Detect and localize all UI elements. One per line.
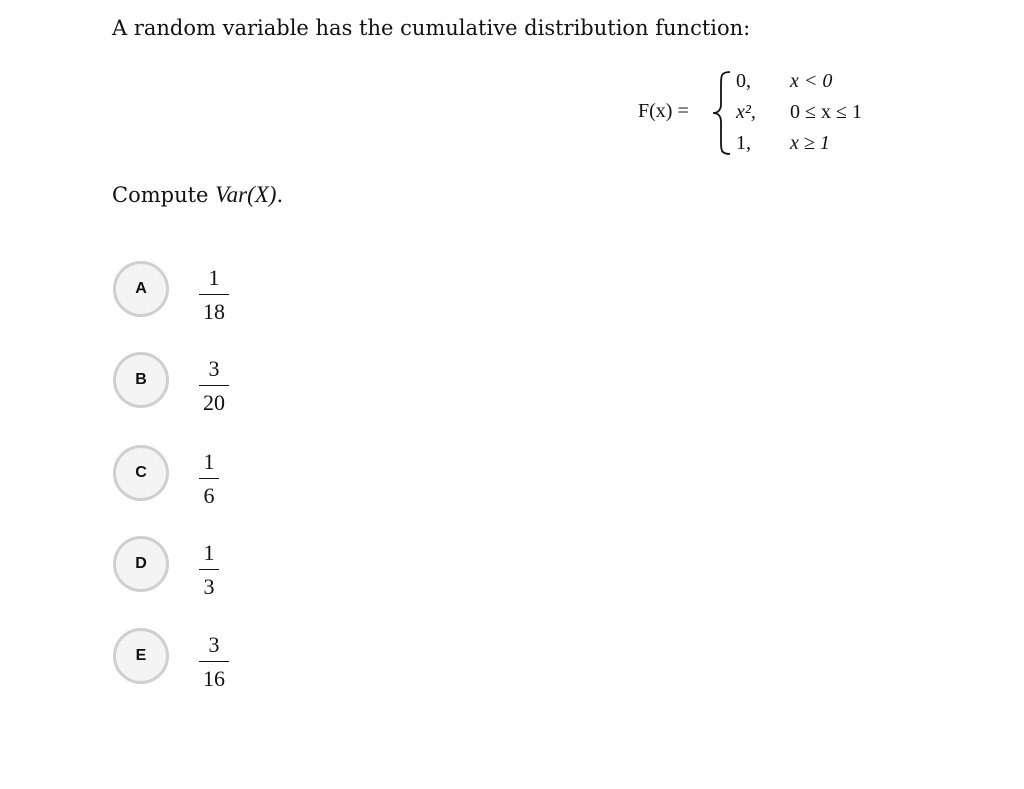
case-condition: x < 0	[790, 70, 833, 92]
formula-lhs: F(x) =	[638, 100, 689, 122]
option-fraction	[199, 358, 229, 414]
option-fraction	[199, 542, 219, 598]
option-letter-badge[interactable]: B	[113, 352, 169, 408]
fraction-numerator: 1	[203, 540, 215, 565]
option-fraction	[199, 451, 219, 507]
option-letter-badge[interactable]: E	[113, 628, 169, 684]
option-letter-badge[interactable]: C	[113, 445, 169, 501]
fraction-numerator: 3	[208, 632, 220, 657]
case-value: 1,	[736, 132, 751, 154]
case-condition: x ≥ 1	[790, 132, 830, 154]
case-value: x²,	[736, 101, 756, 123]
answer-option-b[interactable]	[113, 352, 313, 418]
question-prompt	[112, 182, 283, 208]
option-fraction	[199, 634, 229, 690]
answer-option-a[interactable]	[113, 261, 313, 327]
case-value: 0,	[736, 70, 751, 92]
fraction-denominator: 18	[203, 299, 225, 325]
answer-option-d[interactable]	[113, 536, 313, 602]
fraction-denominator: 16	[203, 666, 225, 692]
fraction-denominator: 6	[203, 483, 215, 509]
fraction-numerator: 1	[208, 265, 220, 290]
prompt-math: Var(X)	[215, 182, 277, 207]
prompt-prefix: Compute	[112, 183, 216, 207]
fraction-numerator: 1	[203, 449, 215, 474]
fraction-denominator: 3	[203, 574, 215, 600]
left-brace-icon	[712, 70, 734, 156]
fraction-numerator: 3	[208, 356, 220, 381]
fraction-denominator: 20	[203, 390, 225, 416]
option-fraction	[199, 267, 229, 323]
option-letter-badge[interactable]: A	[113, 261, 169, 317]
option-letter-badge[interactable]: D	[113, 536, 169, 592]
answer-option-e[interactable]	[113, 628, 313, 694]
prompt-suffix: .	[276, 183, 284, 207]
case-condition: 0 ≤ x ≤ 1	[790, 101, 862, 123]
question-intro: A random variable has the cumulative distribution function:	[112, 16, 751, 40]
answer-option-c[interactable]	[113, 445, 313, 511]
